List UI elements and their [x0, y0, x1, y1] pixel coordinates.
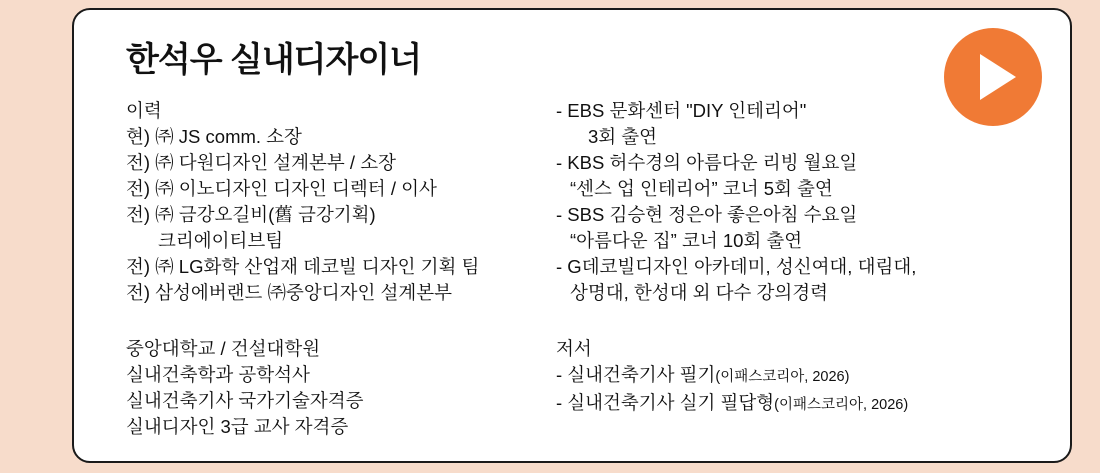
book-item: [556, 390, 1064, 418]
right-spacer: [556, 320, 1064, 336]
career-item: 현) ㈜ JS comm. 소장: [126, 126, 302, 147]
left-column: [74, 98, 544, 454]
career-heading: 이력: [126, 100, 162, 121]
broadcast-item: 3회 출연: [588, 126, 658, 147]
education-item: 실내건축기사 국가기술자격증: [126, 390, 364, 411]
education-item: 실내디자인 3급 교사 자격증: [126, 416, 349, 437]
career-block: [126, 98, 544, 306]
broadcast-item: “아름다운 집” 코너 10회 출연: [570, 230, 803, 251]
book-publisher: (이패스코리아, 2026): [774, 397, 909, 413]
career-item: 전) ㈜ 이노디자인 디자인 디렉터 / 이사: [126, 178, 437, 199]
book-item: [556, 362, 1064, 390]
broadcast-item: - KBS 허수경의 아름다운 리빙 월요일: [556, 152, 858, 173]
career-item: 전) ㈜ LG화학 산업재 데코빌 디자인 기획 팀: [126, 256, 480, 277]
right-column: [544, 98, 1064, 454]
education-item: 실내건축학과 공학석사: [126, 364, 310, 385]
books-block: [556, 336, 1064, 418]
profile-card: [72, 8, 1072, 463]
broadcast-item: 상명대, 한성대 외 다수 강의경력: [570, 282, 829, 303]
career-item: 크리에이티브팀: [158, 230, 284, 251]
education-block: [126, 336, 544, 440]
career-item: 전) ㈜ 다원디자인 설계본부 / 소장: [126, 152, 396, 173]
broadcast-block: [556, 98, 1064, 306]
broadcast-item: - SBS 김승현 정은아 좋은아침 수요일: [556, 204, 858, 225]
book-title: - 실내건축기사 필기: [556, 364, 716, 385]
content-columns: [74, 98, 1070, 454]
page-title: 한석우 실내디자이너: [126, 41, 422, 79]
play-triangle-icon: [980, 54, 1016, 100]
broadcast-item: - EBS 문화센터 "DIY 인테리어": [556, 100, 807, 121]
broadcast-item: “센스 업 인테리어” 코너 5회 출연: [570, 178, 833, 199]
book-publisher: (이패스코리아, 2026): [715, 369, 850, 385]
broadcast-item: - G데코빌디자인 아카데미, 성신여대, 대림대,: [556, 256, 917, 277]
career-item: 전) 삼성에버랜드 ㈜중앙디자인 설계본부: [126, 282, 453, 303]
education-item: 중앙대학교 / 건설대학원: [126, 338, 321, 359]
left-spacer: [126, 320, 544, 336]
books-heading: 저서: [556, 338, 592, 359]
career-item: 전) ㈜ 금강오길비(舊 금강기획): [126, 204, 376, 225]
book-title: - 실내건축기사 실기 필답형: [556, 392, 775, 413]
